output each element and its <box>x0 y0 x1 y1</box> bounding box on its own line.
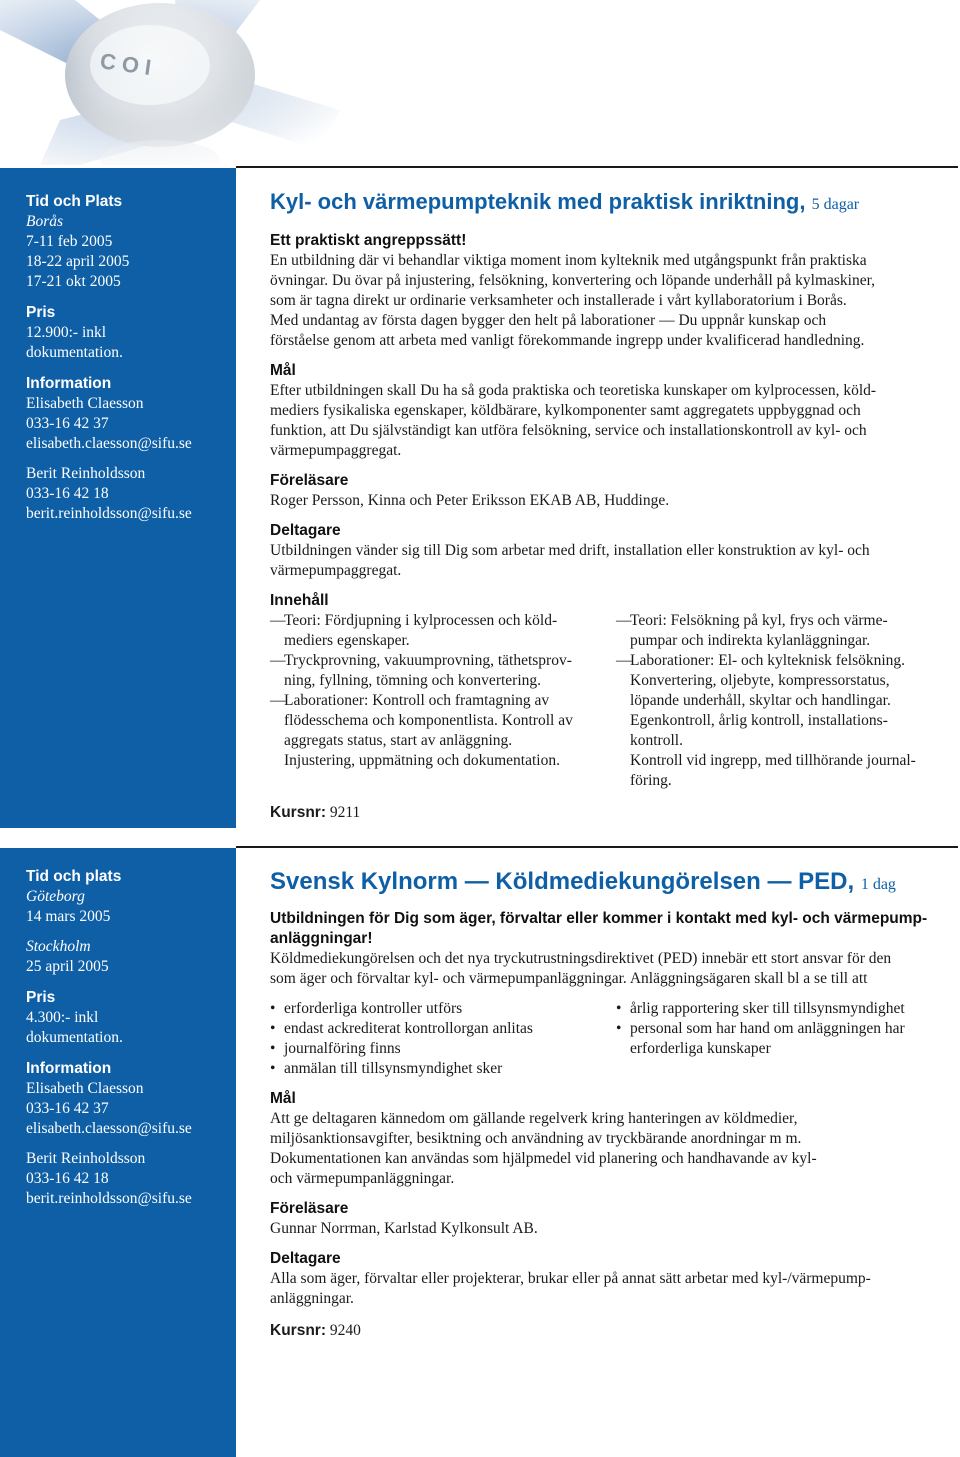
list-item <box>270 751 616 771</box>
sidebar-city: Göteborg <box>26 888 85 905</box>
course-title-text: Kyl- och värmepumpteknik med praktisk inriktning, <box>270 189 806 214</box>
list-item <box>616 999 954 1019</box>
intro-line: som är tagna direkt ur ordinarie verksamheter och installerade i vårt kyllaboratorium i Borås. <box>270 292 847 309</box>
bullet-marker: • <box>616 1000 622 1017</box>
mal-line: Dokumentationen kan användas som hjälpmedel vid planering och handhavande av kyl- <box>270 1150 817 1167</box>
course-duration: 1 dag <box>860 876 896 893</box>
list-item <box>616 631 954 651</box>
list-item <box>616 751 954 771</box>
kursnr-label: Kursnr: <box>270 804 326 821</box>
contact-name: Elisabeth Claesson <box>26 1080 144 1097</box>
deltagare-line: Alla som äger, förvaltar eller projekterar, brukar eller på annat sätt arbetar med kyl-/värmepump- <box>270 1270 871 1287</box>
mal-line: miljösanktionsavgifter, besiktning och användning av tryckbärande anordningar m m. <box>270 1130 802 1147</box>
valve-logo-text: COI <box>98 48 159 81</box>
kursnr-value: 9240 <box>329 1322 361 1339</box>
forelasare-heading: Föreläsare <box>270 1200 349 1217</box>
list-item-text: erforderliga kontroller utförs <box>284 1000 463 1017</box>
list-item-text: Laborationer: Kontroll och framtagning av <box>284 692 550 709</box>
list-item <box>270 1059 616 1079</box>
mal-line: Att ge deltagaren kännedom om gällande regelverk kring hanteringen av köldmedier, <box>270 1110 798 1127</box>
list-item-text: Kontroll vid ingrepp, med tillhörande journal- <box>630 752 916 769</box>
mal-heading: Mål <box>270 362 296 379</box>
list-item <box>616 671 954 691</box>
sidebar-city: Stockholm <box>26 938 91 955</box>
course1-sidebar <box>0 168 236 828</box>
list-item-text: ning, fyllning, tömning och konvertering. <box>284 672 542 689</box>
innehall-heading: Innehåll <box>270 592 329 609</box>
course1-title <box>270 188 954 219</box>
bullet-marker: • <box>270 1000 276 1017</box>
sidebar-price: 4.300:- inkl <box>26 1009 99 1026</box>
sidebar-heading-price: Pris <box>26 989 56 1006</box>
list-item <box>616 1039 954 1059</box>
bullet-right-column <box>616 999 954 1079</box>
sidebar-price: dokumentation. <box>26 1029 123 1046</box>
list-item <box>616 711 954 731</box>
forelasare-text: Gunnar Norrman, Karlstad Kylkonsult AB. <box>270 1220 538 1237</box>
lead-heading-line: anläggningar! <box>270 930 373 947</box>
list-item-text: pumpar och indirekta kylanläggningar. <box>630 632 871 649</box>
dash-marker: — <box>616 652 632 669</box>
list-item-text: journalföring finns <box>284 1040 401 1057</box>
list-item-text: erforderliga kunskaper <box>630 1040 771 1057</box>
bullet-marker: • <box>616 1020 622 1037</box>
deltagare-line: Utbildningen vänder sig till Dig som arbetar med drift, installation eller konstruktion av kyl- och <box>270 542 870 559</box>
dash-marker: — <box>270 692 286 709</box>
intro-line: förståelse genom att arbeta med vanligt förekommande ingrepp under kvalificerad handledning. <box>270 332 865 349</box>
sidebar-heading-time-place: Tid och plats <box>26 868 122 885</box>
kursnr-label: Kursnr: <box>270 1322 326 1339</box>
bullet-columns <box>270 999 954 1079</box>
sidebar-heading-time-place: Tid och Plats <box>26 193 123 210</box>
mal-line: funktion, att Du självständigt kan utföra felsökning, service och installationskontroll av kyl- och <box>270 422 867 439</box>
kursnr-value: 9211 <box>329 804 361 821</box>
forelasare-text: Roger Persson, Kinna och Peter Eriksson EKAB AB, Huddinge. <box>270 492 670 509</box>
deltagare-line: anläggningar. <box>270 1290 354 1307</box>
list-item-text: Laborationer: El- och kylteknisk felsökning. <box>630 652 906 669</box>
bullet-marker: • <box>270 1020 276 1037</box>
kursnr-row <box>270 1321 954 1341</box>
course2-title <box>270 868 954 899</box>
list-item-text: kontroll. <box>630 732 683 749</box>
list-item-text: Injustering, uppmätning och dokumentation. <box>284 752 560 769</box>
intro-line: Med undantag av första dagen bygger den helt på laborationer — Du uppnår kunskap och <box>270 312 827 329</box>
sidebar-date: 14 mars 2005 <box>26 908 111 925</box>
list-item-text: föring. <box>630 772 672 789</box>
dash-marker: — <box>616 612 632 629</box>
sidebar-date: 17-21 okt 2005 <box>26 273 121 290</box>
contact-name: Berit Reinholdsson <box>26 465 146 482</box>
contact-phone: 033-16 42 37 <box>26 415 109 432</box>
dash-marker: — <box>270 652 286 669</box>
mal-line: värmepumpaggregat. <box>270 442 402 459</box>
kursnr-row <box>270 803 954 823</box>
list-item <box>270 1039 616 1059</box>
contact-phone: 033-16 42 18 <box>26 1170 109 1187</box>
contact-phone: 033-16 42 18 <box>26 485 109 502</box>
hero-image <box>0 0 960 165</box>
list-item <box>616 731 954 751</box>
lead-heading-line: Utbildningen för Dig som äger, förvaltar eller kommer i kontakt med kyl- och värmepump- <box>270 910 928 927</box>
sidebar-date: 7-11 feb 2005 <box>26 233 113 250</box>
course2-sidebar <box>0 848 236 1457</box>
lead-heading <box>270 909 954 949</box>
contact-email[interactable]: elisabeth.claesson@sifu.se <box>26 1120 192 1137</box>
contact-name: Berit Reinholdsson <box>26 1150 146 1167</box>
intro-line: Köldmediekungörelsen och det nya tryckutrustningsdirektivet (PED) innebär ett stort ansvar för den <box>270 950 892 967</box>
bullet-marker: • <box>270 1040 276 1057</box>
contact-email[interactable]: berit.reinholdsson@sifu.se <box>26 505 192 522</box>
course1-content <box>270 188 954 823</box>
list-item-text: Teori: Felsökning på kyl, frys och värme- <box>630 612 888 629</box>
course2-content <box>270 868 954 1341</box>
list-item-text: Egenkontroll, årlig kontroll, installations- <box>630 712 888 729</box>
deltagare-heading: Deltagare <box>270 522 341 539</box>
innehall-right-column <box>616 611 954 791</box>
section-divider <box>236 166 958 168</box>
sidebar-price: 12.900:- inkl <box>26 324 107 341</box>
contact-email[interactable]: elisabeth.claesson@sifu.se <box>26 435 192 452</box>
list-item <box>270 711 616 731</box>
deltagare-heading: Deltagare <box>270 1250 341 1267</box>
sidebar-price: dokumentation. <box>26 344 123 361</box>
list-item-text: aggregats status, start av anläggning. <box>284 732 513 749</box>
section-divider <box>236 846 958 848</box>
mal-line: och värmepumpanläggningar. <box>270 1170 455 1187</box>
list-item-text: mediers egenskaper. <box>284 632 410 649</box>
list-item <box>616 771 954 791</box>
list-item-text: endast ackrediterat kontrollorgan anlitas <box>284 1020 533 1037</box>
list-item <box>270 1019 616 1039</box>
sidebar-date: 18-22 april 2005 <box>26 253 130 270</box>
innehall-columns <box>270 611 954 791</box>
sidebar-date: 25 april 2005 <box>26 958 109 975</box>
list-item <box>616 691 954 711</box>
list-item-text: anmälan till tillsynsmyndighet sker <box>284 1060 503 1077</box>
list-item <box>616 611 954 631</box>
intro-line: övningar. Du övar på injustering, felsökning, konvertering och löpande underhåll på kylmaskiner, <box>270 272 876 289</box>
sidebar-heading-price: Pris <box>26 304 56 321</box>
mal-heading: Mål <box>270 1090 296 1107</box>
forelasare-heading: Föreläsare <box>270 472 349 489</box>
contact-phone: 033-16 42 37 <box>26 1100 109 1117</box>
list-item <box>270 731 616 751</box>
contact-name: Elisabeth Claesson <box>26 395 144 412</box>
dash-marker: — <box>270 612 286 629</box>
list-item <box>270 651 616 671</box>
list-item <box>616 651 954 671</box>
list-item-text: Tryckprovning, vakuumprovning, täthetsprov- <box>284 652 572 669</box>
list-item <box>270 611 616 631</box>
bullet-marker: • <box>270 1060 276 1077</box>
innehall-left-column <box>270 611 616 791</box>
valve-illustration <box>0 0 960 165</box>
list-item-text: personal som har hand om anläggningen har <box>630 1020 905 1037</box>
list-item-text: årlig rapportering sker till tillsynsmyndighet <box>630 1000 905 1017</box>
contact-email[interactable]: berit.reinholdsson@sifu.se <box>26 1190 192 1207</box>
list-item <box>270 691 616 711</box>
deltagare-line: värmepumpaggregat. <box>270 562 402 579</box>
list-item-text: Teori: Fördjupning i kylprocessen och köld- <box>284 612 558 629</box>
sidebar-heading-info: Information <box>26 1060 112 1077</box>
list-item <box>616 1019 954 1039</box>
list-item <box>270 671 616 691</box>
intro-line: som äger och förvaltar kyl- och värmepumpanläggningar. Anläggningsägaren skall bl a se till att <box>270 970 868 987</box>
intro-line: En utbildning där vi behandlar viktiga moment inom kylteknik med utgångspunkt från praktiska <box>270 252 867 269</box>
mal-line: mediers fysikaliska egenskaper, köldbärare, kylkomponenter samt aggregatets uppbyggnad och <box>270 402 861 419</box>
list-item <box>270 999 616 1019</box>
list-item-text: Konvertering, oljebyte, kompressorstatus, <box>630 672 890 689</box>
course-duration: 5 dagar <box>811 196 860 213</box>
mal-line: Efter utbildningen skall Du ha så goda praktiska och teoretiska kunskaper om kylprocessen, köld- <box>270 382 877 399</box>
bullet-left-column <box>270 999 616 1079</box>
list-item <box>270 631 616 651</box>
sidebar-city: Borås <box>26 213 64 230</box>
sidebar-heading-info: Information <box>26 375 112 392</box>
lead-heading: Ett praktiskt angreppssätt! <box>270 232 467 249</box>
course-title-text: Svensk Kylnorm — Köldmediekungörelsen — PED, <box>270 868 855 895</box>
list-item-text: löpande underhåll, skyltar och handlingar. <box>630 692 891 709</box>
list-item-text: flödesschema och komponentlista. Kontroll av <box>284 712 573 729</box>
